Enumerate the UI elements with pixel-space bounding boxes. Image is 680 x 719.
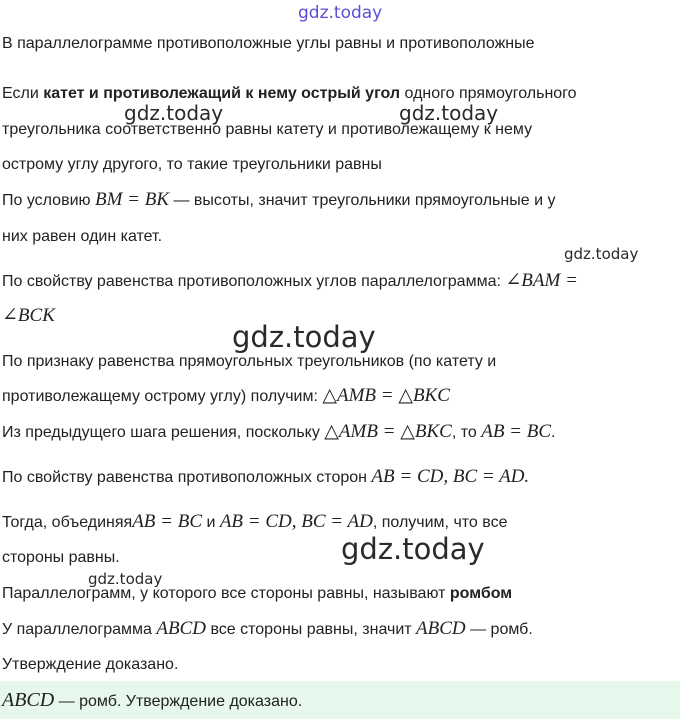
text: Параллелограмм, у которого все стороны равны, называют	[2, 585, 450, 602]
text: По признаку равенства прямоугольных треугольников (по катету и	[2, 353, 497, 370]
watermark-top: gdz.today	[298, 3, 383, 23]
text-line	[2, 190, 674, 211]
math: AB = BC	[481, 421, 552, 442]
text-line	[2, 548, 674, 568]
text: треугольника соответственно равны катету и противолежащему к нему	[2, 121, 533, 138]
math: ABCD	[156, 618, 207, 639]
text: По свойству равенства противоположных сторон	[2, 469, 372, 486]
math: AB = CD, BC = AD	[219, 511, 373, 532]
text: — ромб.	[465, 621, 533, 638]
math: △AMB = △BKC	[322, 385, 450, 406]
math: BM = BK	[94, 189, 170, 210]
text: Из предыдущего шага решения, поскольку	[2, 424, 325, 441]
bold-term: катет и противолежащий к нему острый угол	[43, 85, 401, 102]
text: одного прямоугольного	[400, 85, 577, 102]
bold-term: ромбом	[449, 585, 513, 602]
watermark: gdz.today	[124, 101, 224, 125]
text-line	[2, 271, 674, 292]
math: AB = BC	[132, 511, 202, 532]
text: и	[202, 514, 220, 531]
math: ABCD	[2, 689, 55, 711]
math: AB = CD, BC = AD.	[371, 466, 530, 487]
watermark: gdz.today	[232, 320, 376, 354]
math: ∠BAM =	[505, 270, 578, 291]
text-line	[2, 120, 674, 140]
text-line	[2, 306, 674, 327]
text: противолежащему острому углу) получим:	[2, 388, 323, 405]
text-line	[2, 619, 674, 640]
text-line	[2, 467, 674, 488]
text: У параллелограмма	[2, 621, 157, 638]
text-line	[2, 512, 674, 533]
text: , получим, что все	[372, 514, 508, 531]
watermark: gdz.today	[88, 570, 163, 588]
text-line	[2, 84, 674, 104]
text-line	[2, 655, 674, 675]
text: По свойству равенства противоположных углов параллелограмма:	[2, 273, 506, 290]
text: .	[551, 424, 556, 441]
text-line	[2, 386, 674, 407]
text: В параллелограмме противоположные углы равны и противоположные	[2, 35, 535, 52]
text-line	[2, 352, 674, 372]
text-line	[2, 34, 674, 54]
math: ∠BCK	[2, 305, 55, 326]
text: Если	[2, 85, 44, 102]
text: Утверждение доказано.	[2, 656, 179, 673]
text-line	[2, 155, 674, 175]
watermark: gdz.today	[564, 245, 639, 263]
text: все стороны равны, значит	[206, 621, 417, 638]
text: стороны равны.	[2, 549, 120, 566]
watermark: gdz.today	[399, 101, 499, 125]
watermark: gdz.today	[341, 532, 485, 566]
text-line	[2, 584, 674, 604]
answer-box	[0, 681, 680, 719]
text-line	[2, 227, 674, 247]
answer-text: — ромб. Утверждение доказано.	[54, 693, 303, 710]
math: △AMB = △BKC	[324, 421, 452, 442]
text-line	[2, 422, 674, 443]
math: ABCD	[416, 618, 466, 639]
text: острому углу другого, то такие треугольники равны	[2, 156, 382, 173]
text: Тогда, объединяя	[2, 514, 133, 531]
answer-line	[2, 690, 674, 712]
text: — высоты, значит треугольники прямоугольные и у	[169, 192, 556, 209]
text: По условию	[2, 192, 95, 209]
text: , то	[451, 424, 482, 441]
text: них равен один катет.	[2, 228, 163, 245]
